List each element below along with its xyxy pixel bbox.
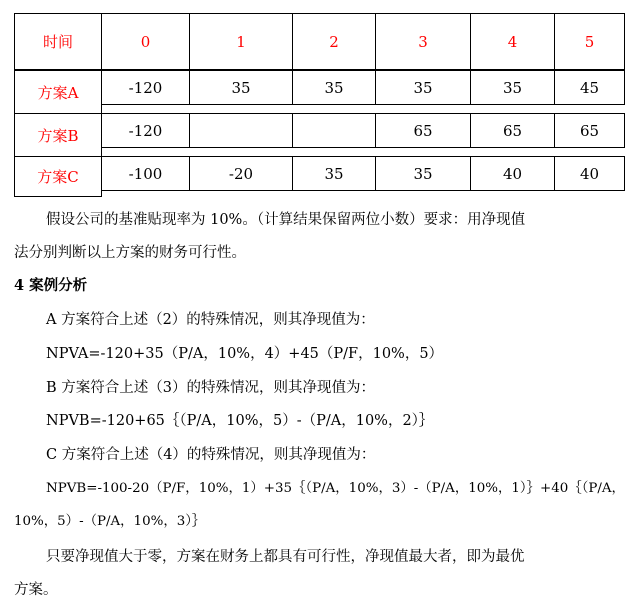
row-label-c: 方案C [14, 156, 102, 197]
conclusion-line1: 只要净现值大于零，方案在财务上都具有可行性，净现值最大者，即为最优 [46, 549, 525, 565]
cash-flow-table [0, 0, 640, 200]
conclusion-line2: 方案。 [14, 582, 58, 598]
table-cell: -100 [101, 156, 190, 191]
plan-b-intro: B 方案符合上述（3）的特殊情况，则其净现值为： [46, 380, 375, 396]
section-heading: 4 案例分析 [14, 277, 88, 294]
table-cell: 35 [470, 70, 555, 105]
table-cell: -120 [101, 113, 190, 148]
row-label-b: 方案B [14, 113, 102, 157]
table-cell: 35 [292, 70, 376, 105]
table-cell [189, 113, 293, 148]
plan-c-formula-line1: NPVB=-100-20（P/F，10%，1）+35｛（P/A，10%，3）-（P/A，10%，1）｝+40｛（P/A， [46, 481, 625, 496]
table-cell: 45 [554, 70, 625, 105]
table-cell: 35 [375, 70, 471, 105]
table-cell: 65 [375, 113, 471, 148]
table-header-cell: 5 [554, 13, 625, 70]
table-header-cell: 1 [189, 13, 293, 70]
paragraph-requirement-line1: 假设公司的基准贴现率为 10%。（计算结果保留两位小数）要求：用净现值 [46, 212, 526, 228]
paragraph-requirement-line2: 法分别判断以上方案的财务可行性。 [14, 245, 246, 261]
plan-a-intro: A 方案符合上述（2）的特殊情况，则其净现值为： [46, 312, 375, 328]
table-cell: -120 [101, 70, 190, 105]
table-cell: 65 [554, 113, 625, 148]
table-cell: -20 [189, 156, 293, 191]
plan-c-formula-line2: 10%，5）-（P/A，10%，3）｝ [14, 514, 206, 529]
table-header-cell: 4 [470, 13, 555, 70]
plan-c-intro: C 方案符合上述（4）的特殊情况，则其净现值为： [46, 447, 376, 463]
table-header-cell: 0 [101, 13, 190, 70]
plan-b-formula: NPVB=-120+65｛（P/A，10%，5）-（P/A，10%，2）｝ [46, 413, 434, 429]
plan-a-formula: NPVA=-120+35（P/A，10%，4）+45（P/F，10%，5） [46, 346, 444, 362]
table-cell: 35 [375, 156, 471, 191]
table-header-time: 时间 [14, 13, 102, 70]
table-cell: 40 [470, 156, 555, 191]
table-header-cell: 3 [375, 13, 471, 70]
table-cell: 40 [554, 156, 625, 191]
table-cell: 65 [470, 113, 555, 148]
table-cell: 35 [189, 70, 293, 105]
row-label-a: 方案A [14, 70, 102, 114]
table-cell: 35 [292, 156, 376, 191]
table-cell [292, 113, 376, 148]
table-header-cell: 2 [292, 13, 376, 70]
